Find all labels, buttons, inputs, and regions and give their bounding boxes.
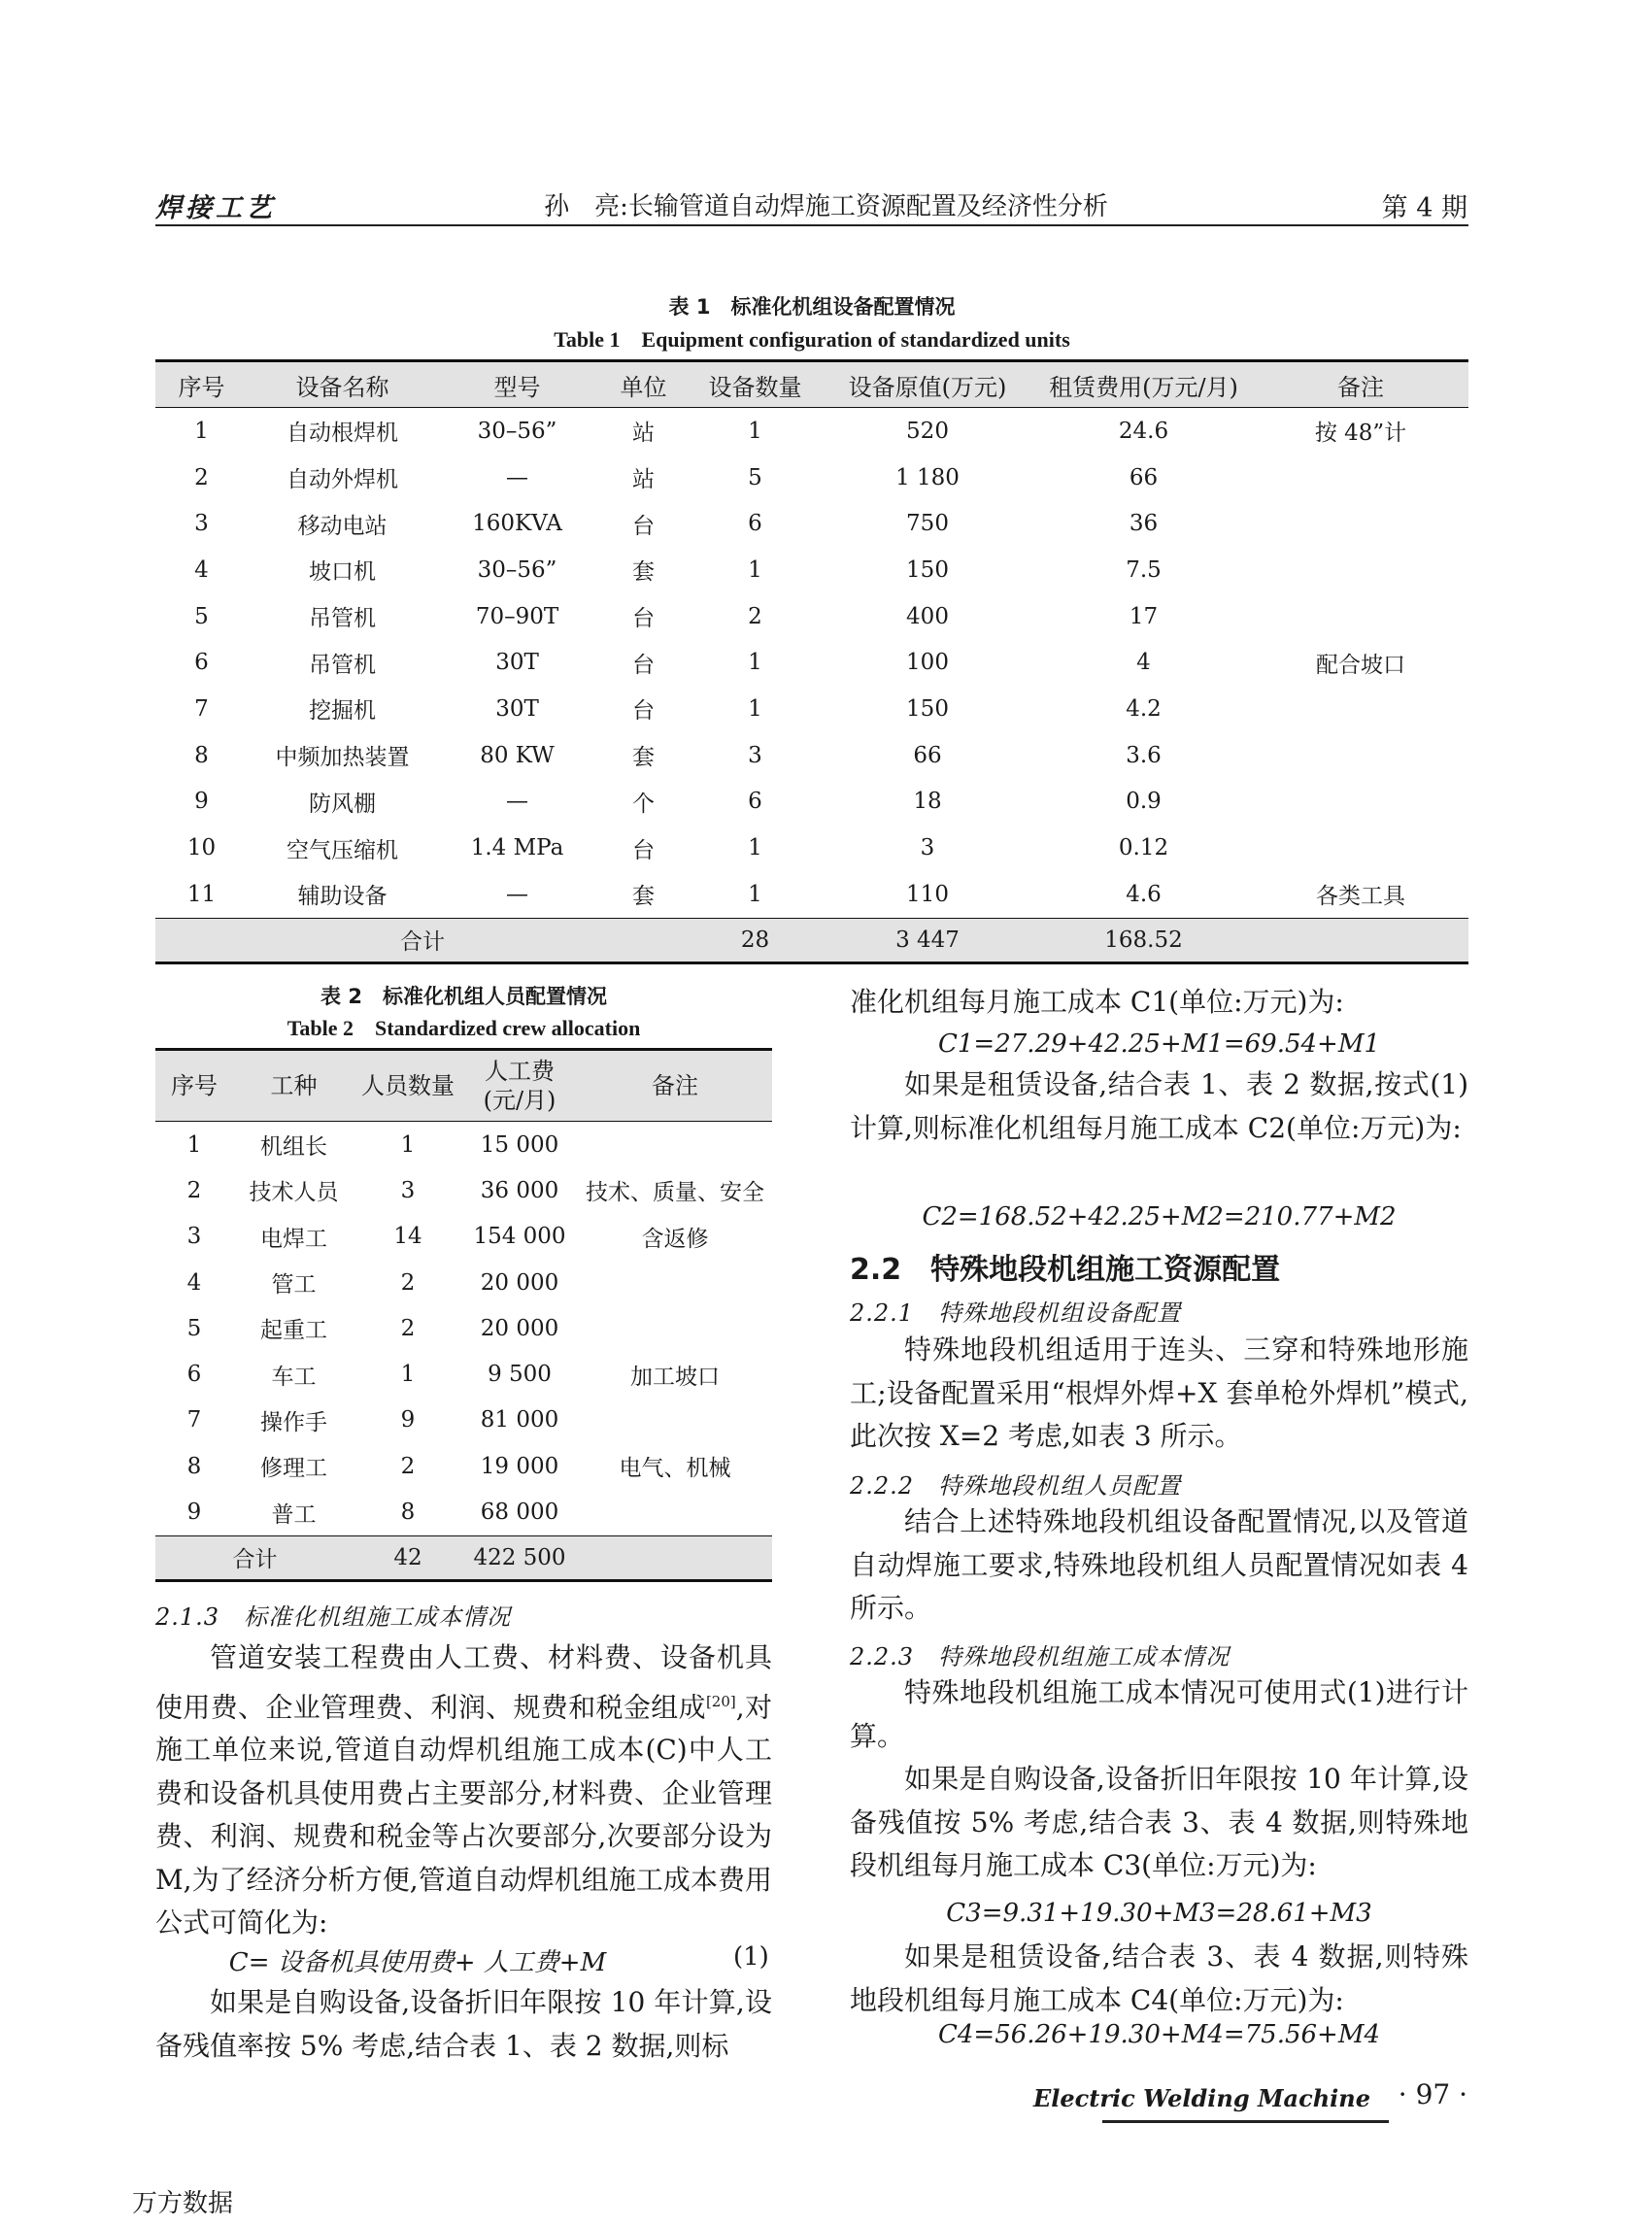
table1-cell: 4.2 — [1126, 695, 1162, 722]
table2-cell: 9 500 — [488, 1362, 552, 1388]
table1-cell: 150 — [906, 556, 949, 583]
paragraph-special-self-purchase: 如果是自购设备,设备折旧年限按 10 年计算,设备残值按 5% 考虑,结合表 3、表 4 数据,则特殊地段机组每月施工成本 C3(单位:万元)为: — [850, 1763, 1468, 1881]
paragraph-cost-composition: 管道安装工程费由人工费、材料费、设备机具使用费、企业管理费、利润、规费和税金组成[20],对施工单位来说,管道自动焊机组施工成本(C)中人工费和设备机具使用费占主要部分,材料费、企业管理费、利润、规费和税金等占次要部分,次要部分设为M,为了经济分析方便,管道自动焊机组施工成本费用公式可简化为: — [155, 1641, 772, 1939]
table2-cell: 8 — [186, 1453, 202, 1479]
table1-cell: 0.9 — [1126, 789, 1162, 815]
table1-cell: 6 — [748, 789, 762, 815]
table1-cell: 400 — [906, 603, 949, 629]
table1-cell — [1253, 686, 1468, 732]
table1-cell: 5 — [748, 464, 762, 490]
table1-cell: 100 — [906, 650, 949, 676]
table1-cell — [1253, 825, 1468, 871]
table1-cell: 70–90T — [475, 603, 559, 629]
table1-cell: 3.6 — [1126, 742, 1162, 768]
table-row — [155, 1443, 772, 1489]
table2-body — [155, 1122, 772, 1536]
table2-total-count: 42 — [354, 1535, 461, 1580]
table2-cell: 管工 — [271, 1272, 317, 1298]
table1-cell: 18 — [913, 789, 942, 815]
table1-caption-zh: 表 1 标准化机组设备配置情况 — [668, 295, 956, 319]
table1-cell: 2 — [748, 603, 762, 629]
table1-total-quantity: 28 — [690, 918, 821, 962]
table1-cell: 1 — [748, 650, 762, 676]
journal-logo-text: Electric Welding Machine — [1033, 2084, 1370, 2112]
equation-1: C= 设备机具使用费+ 人工费+M — [228, 1948, 607, 1977]
table1-cell: 4 — [194, 556, 209, 583]
paragraph-special-rental: 如果是租赁设备,结合表 3、表 4 数据,则特殊地段机组每月施工成本 C4(单位:万元)为: — [850, 1940, 1468, 2016]
table-row — [155, 1351, 772, 1397]
table2-cell: 20 000 — [480, 1269, 559, 1296]
table1-cell: 66 — [913, 742, 942, 768]
table1-cell: 台 — [632, 698, 655, 725]
table1-cell: — — [506, 464, 528, 490]
table1-cell: 4 — [1136, 650, 1151, 676]
table1-cell: 160KVA — [472, 511, 562, 537]
table2-cell: 修理工 — [260, 1456, 327, 1482]
table-row — [155, 1260, 772, 1305]
table-row — [155, 1398, 772, 1443]
table1-total-label: 合计 — [155, 918, 690, 962]
table2-cell: 81 000 — [480, 1407, 559, 1433]
table1-cell: 11 — [186, 881, 217, 907]
table1-col-header: 租赁费用(万元/月) — [1034, 361, 1253, 408]
table1-cell: 80 KW — [480, 742, 555, 768]
table2-caption-en: Table 2 Standardized crew allocation — [287, 1016, 641, 1040]
table1-header-row — [155, 361, 1468, 408]
paragraph-special-equipment: 特殊地段机组适用于连头、三穿和特殊地形施工;设备配置采用“根焊外焊+X 套单枪外焊机”模式,此次按 X=2 考虑,如表 3 所示。 — [850, 1333, 1468, 1452]
table2-cell: 普工 — [271, 1501, 317, 1528]
footer-rule — [1102, 2120, 1389, 2123]
table-row — [155, 1167, 772, 1213]
table1-cell: 520 — [906, 418, 949, 444]
table-row — [155, 1305, 772, 1351]
table1-cell: 空气压缩机 — [287, 837, 398, 863]
table1-cell: 1 — [748, 556, 762, 583]
table1-col-header: 型号 — [437, 361, 597, 408]
table2-cell: 19 000 — [480, 1453, 559, 1479]
table2-cell: 电气、机械 — [619, 1456, 731, 1482]
table-row — [155, 732, 1468, 779]
equipment-table — [155, 359, 1468, 964]
table1-total-rent: 168.52 — [1034, 918, 1253, 962]
citation-ref: [20] — [705, 1692, 736, 1710]
table2-cell: 8 — [400, 1500, 416, 1526]
table1-cell: 30T — [495, 650, 539, 676]
table1-cell: 台 — [632, 652, 655, 678]
table2-cell: 电焊工 — [260, 1226, 327, 1252]
table1-cell: 7.5 — [1126, 556, 1162, 583]
table1-cell: 配合坡口 — [1316, 652, 1405, 678]
table1-cell: 1 — [194, 418, 209, 444]
table1-cell: 2 — [194, 464, 209, 490]
table1-cell: 1 — [748, 418, 762, 444]
table1-cell: 150 — [906, 695, 949, 722]
table1-cell: 110 — [906, 881, 949, 907]
table2-cell: 1 — [186, 1131, 202, 1158]
section-2-2-1-heading: 2.2.1 特殊地段机组设备配置 — [850, 1299, 1182, 1327]
table2-cell: 含返修 — [641, 1226, 709, 1252]
table2-caption-zh: 表 2 标准化机组人员配置情况 — [320, 985, 607, 1008]
table-row — [155, 1214, 772, 1260]
table-row — [155, 779, 1468, 826]
equation-c4: C4=56.26+19.30+M4=75.56+M4 — [938, 2020, 1380, 2049]
equation-c1: C1=27.29+42.25+M1=69.54+M1 — [938, 1029, 1380, 1059]
header-rule — [155, 224, 1468, 226]
paragraph-rental-c2: 如果是租赁设备,结合表 1、表 2 数据,按式(1)计算,则标准化机组每月施工成本 C2(单位:万元)为: — [850, 1068, 1468, 1144]
table1-cell: 24.6 — [1118, 418, 1169, 444]
table2-cell: 2 — [400, 1453, 416, 1479]
paragraph-self-purchase: 如果是自购设备,设备折旧年限按 10 年计算,设备残值率按 5% 考虑,结合表 1、表 2 数据,则标 — [155, 1986, 772, 2062]
table1-cell — [1253, 732, 1468, 779]
table1-cell: 1 — [748, 835, 762, 861]
table2-cell: 36 000 — [480, 1177, 559, 1203]
table1-cell — [1253, 593, 1468, 640]
page-number: · 97 · — [1398, 2078, 1467, 2110]
table2-cell: 起重工 — [260, 1318, 327, 1344]
table1-cell: 个 — [632, 791, 655, 817]
table1-cell: 套 — [632, 745, 655, 771]
table-row — [155, 686, 1468, 732]
table1-cell: 66 — [1129, 464, 1159, 490]
table2-cell: 2 — [400, 1315, 416, 1341]
table2-col-header — [461, 1050, 578, 1122]
table2-cell: 3 — [400, 1177, 416, 1203]
table-row — [155, 639, 1468, 686]
table2-cell: 14 — [393, 1224, 422, 1250]
table2-cell: 3 — [186, 1224, 202, 1250]
table1-cell: — — [506, 881, 528, 907]
table1-cell: 9 — [194, 789, 209, 815]
table-row — [155, 547, 1468, 593]
equation-c2: C2=168.52+42.25+M2=210.77+M2 — [922, 1202, 1397, 1231]
table2-cell: 20 000 — [480, 1315, 559, 1341]
table2-cell: 1 — [400, 1362, 416, 1388]
table1-col-header: 序号 — [155, 361, 248, 408]
table1-cell: 自动根焊机 — [287, 421, 398, 447]
table1-cell: 台 — [632, 837, 655, 863]
table2-col-header: 序号 — [155, 1050, 233, 1122]
paragraph-special-cost: 特殊地段机组施工成本情况可使用式(1)进行计算。 — [850, 1676, 1468, 1752]
table1-cell: 3 — [748, 742, 762, 768]
table2-total-note — [578, 1535, 772, 1580]
table1-cell: 36 — [1129, 511, 1159, 537]
table1-cell: 750 — [906, 511, 949, 537]
equation-1-number: (1) — [733, 1942, 769, 1972]
table2-cell: 技术、质量、安全 — [586, 1180, 764, 1206]
table1-col-header: 备注 — [1253, 361, 1468, 408]
table1-cell: 17 — [1129, 603, 1159, 629]
table2-cell: 9 — [400, 1407, 416, 1433]
table-row — [155, 825, 1468, 871]
table2-cell: 加工坡口 — [630, 1364, 720, 1390]
table2-cell: 154 000 — [473, 1224, 566, 1250]
table-row — [155, 1489, 772, 1535]
crew-table — [155, 1048, 772, 1582]
table1-cell: 10 — [186, 835, 217, 861]
table2-total-row — [155, 1535, 772, 1580]
table1-cell: 7 — [194, 695, 209, 722]
table1-cell — [1253, 779, 1468, 826]
table1-cell: 移动电站 — [297, 513, 388, 539]
table1-cell: 站 — [632, 421, 655, 447]
table1-cell: 30–56” — [477, 556, 557, 583]
table2-cell: 6 — [186, 1362, 202, 1388]
table1-col-header: 设备数量 — [690, 361, 821, 408]
table1-cell: 防风棚 — [309, 791, 376, 817]
table2-cell — [578, 1260, 772, 1305]
table2-cell — [578, 1489, 772, 1535]
table1-cell: 1.4 MPa — [470, 835, 564, 861]
table1-total-note — [1253, 918, 1468, 962]
table1-cell: 自动外焊机 — [287, 467, 398, 493]
table1-total-value: 3 447 — [821, 918, 1034, 962]
table1-total-row — [155, 918, 1468, 962]
table1-cell: 1 180 — [895, 464, 960, 490]
table1-cell: 台 — [632, 513, 655, 539]
table2-cell: 5 — [186, 1315, 202, 1341]
table1-cell: 30T — [495, 695, 539, 722]
table1-cell: 3 — [194, 511, 209, 537]
table-row — [155, 408, 1468, 455]
table2-cell: 2 — [400, 1269, 416, 1296]
table1-cell: — — [506, 789, 528, 815]
table1-cell: 3 — [920, 835, 935, 861]
table2-cell — [578, 1122, 772, 1168]
table2-header-row — [155, 1050, 772, 1122]
section-2-2-2-heading: 2.2.2 特殊地段机组人员配置 — [850, 1472, 1182, 1500]
table2-total-cost: 422 500 — [461, 1535, 578, 1580]
table1-col-header: 单位 — [597, 361, 690, 408]
table1-body — [155, 408, 1468, 919]
table1-cell — [1253, 455, 1468, 501]
section-2-1-3-heading: 2.1.3 标准化机组施工成本情况 — [155, 1603, 512, 1631]
table1-cell: 5 — [194, 603, 209, 629]
running-title: 孙 亮:长输管道自动焊施工资源配置及经济性分析 — [544, 192, 1108, 221]
table2-cell: 车工 — [271, 1364, 317, 1390]
table1-cell: 中频加热装置 — [275, 745, 410, 771]
paragraph-special-crew: 结合上述特殊地段机组设备配置情况,以及管道自动焊施工要求,特殊地段机组人员配置情况如表 4 所示。 — [850, 1505, 1468, 1624]
table1-cell: 8 — [194, 742, 209, 768]
table2-cell: 机组长 — [260, 1134, 327, 1161]
table-row — [155, 1122, 772, 1168]
table1-cell: 1 — [748, 881, 762, 907]
watermark: 万方数据 — [132, 2189, 234, 2218]
table1-cell: 挖掘机 — [309, 698, 376, 725]
section-2-2-3-heading: 2.2.3 特殊地段机组施工成本情况 — [850, 1643, 1231, 1670]
table2-col-header: 人员数量 — [354, 1050, 461, 1122]
table1-cell: 各类工具 — [1316, 884, 1405, 910]
table2-cell: 9 — [186, 1500, 202, 1526]
equation-c3: C3=9.31+19.30+M3=28.61+M3 — [946, 1899, 1372, 1928]
table2-col-header: 工种 — [233, 1050, 354, 1122]
table1-cell: 0.12 — [1118, 835, 1169, 861]
table1-cell: 套 — [632, 559, 655, 586]
table1-cell: 6 — [748, 511, 762, 537]
issue-number: 第 4 期 — [1381, 193, 1467, 223]
table1-cell: 6 — [194, 650, 209, 676]
table1-cell: 30–56” — [477, 418, 557, 444]
section-2-2-heading: 2.2 特殊地段机组施工资源配置 — [850, 1253, 1281, 1287]
table-row — [155, 871, 1468, 918]
table-row — [155, 593, 1468, 640]
table2-cell: 4 — [186, 1269, 202, 1296]
table1-cell: 1 — [748, 695, 762, 722]
table1-caption-en: Table 1 Equipment configuration of standardized units — [554, 327, 1070, 352]
table2-cell: 15 000 — [480, 1131, 559, 1158]
table2-cell: 7 — [186, 1407, 202, 1433]
table1-cell: 吊管机 — [309, 606, 376, 632]
table2-cell: 68 000 — [480, 1500, 559, 1526]
table2-cost-unit: (元/月) — [483, 1087, 556, 1114]
table1-cell: 台 — [632, 606, 655, 632]
table1-cell — [1253, 500, 1468, 547]
table2-cell: 操作手 — [260, 1409, 327, 1435]
table-row — [155, 500, 1468, 547]
table1-cell: 4.6 — [1126, 881, 1162, 907]
table2-cell: 2 — [186, 1177, 202, 1203]
table2-cost-header: 人工费 — [485, 1058, 555, 1085]
table2-col-header: 备注 — [578, 1050, 772, 1122]
table1-cell: 吊管机 — [309, 652, 376, 678]
table2-total-label: 合计 — [155, 1535, 354, 1580]
table-row — [155, 455, 1468, 501]
table1-cell: 站 — [632, 467, 655, 493]
table1-cell: 辅助设备 — [297, 884, 388, 910]
table1-cell: 坡口机 — [309, 559, 376, 586]
table1-cell: 按 48”计 — [1314, 421, 1407, 447]
table1-col-header: 设备原值(万元) — [821, 361, 1034, 408]
table2-cell: 技术人员 — [249, 1180, 339, 1206]
table2-cell: 1 — [400, 1131, 416, 1158]
table1-cell: 套 — [632, 884, 655, 910]
table2-cell — [578, 1398, 772, 1443]
table1-col-header: 设备名称 — [248, 361, 437, 408]
table2-cell — [578, 1305, 772, 1351]
paragraph-c1-intro: 准化机组每月施工成本 C1(单位:万元)为: — [850, 986, 1344, 1018]
journal-name: 焊接工艺 — [155, 193, 276, 223]
table1-cell — [1253, 547, 1468, 593]
